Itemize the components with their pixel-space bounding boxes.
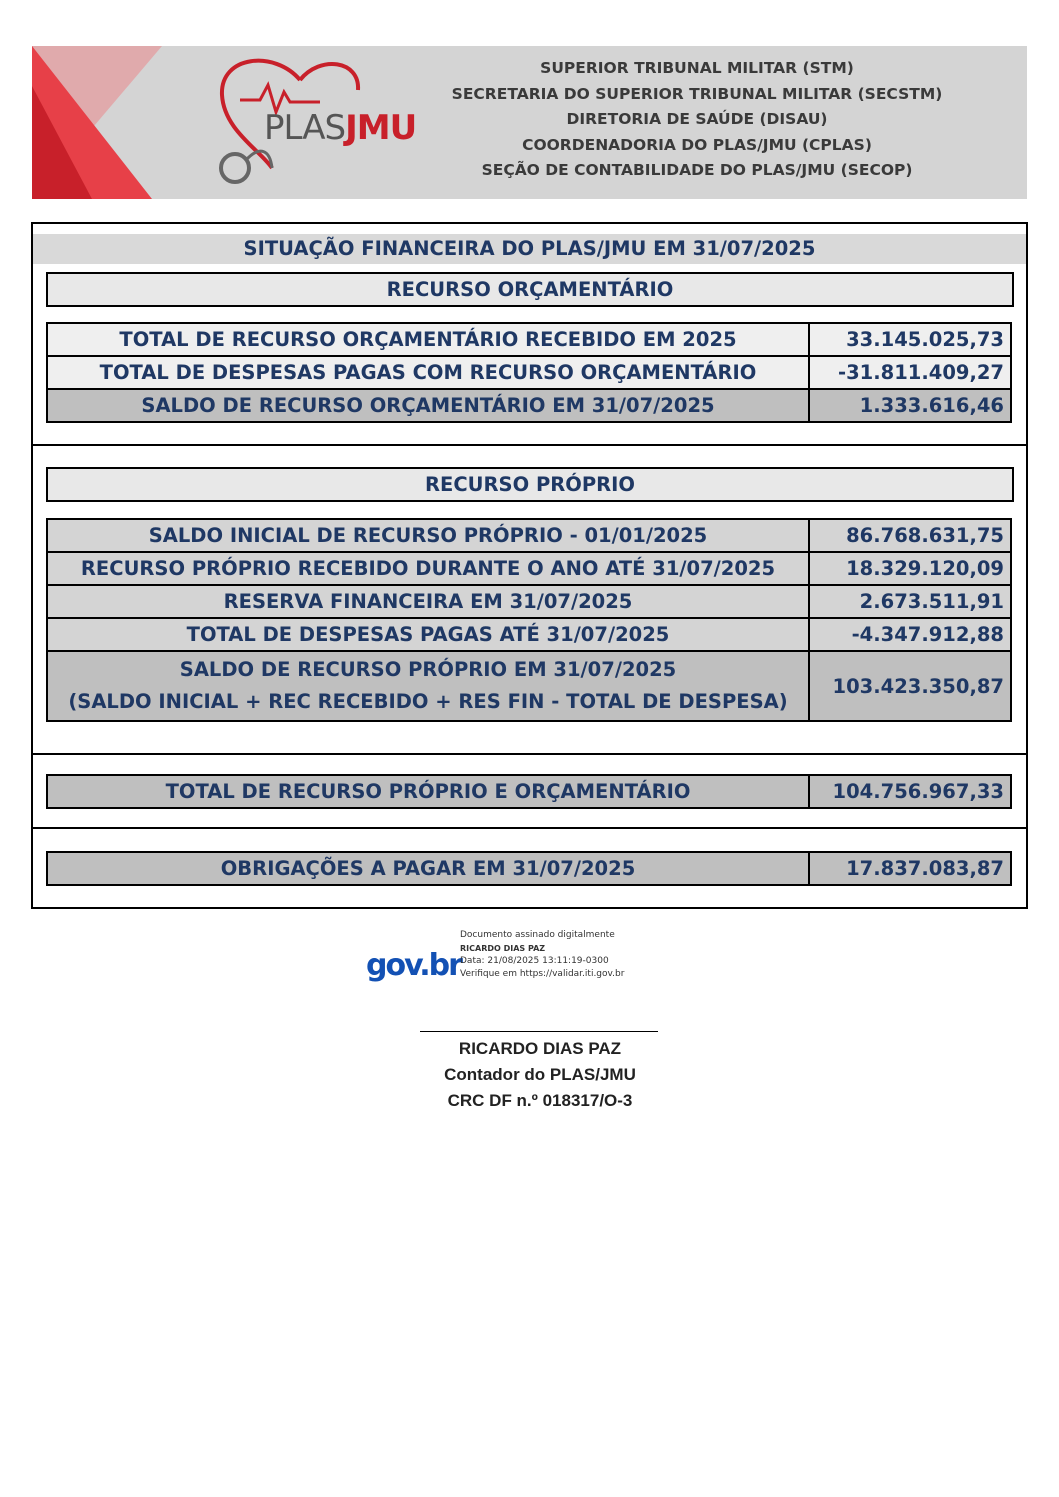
institution-block [397,56,997,184]
row-value: 1.333.616,46 [809,389,1011,422]
signatory-crc: CRC DF n.º 018317/O-3 [447,1091,633,1110]
divider [33,827,1026,829]
table-row [47,775,1011,808]
section-title-orcamentario: RECURSO ORÇAMENTÁRIO [46,272,1014,307]
institution-line: COORDENADORIA DO PLAS/JMU (CPLAS) [522,135,872,154]
table-row [47,519,1011,552]
table-row [47,552,1011,585]
institution-line: SECRETARIA DO SUPERIOR TRIBUNAL MILITAR (SECSTM) [451,84,943,103]
institution-line: SUPERIOR TRIBUNAL MILITAR (STM) [540,59,854,77]
row-value: 86.768.631,75 [809,519,1011,552]
header-banner [32,46,1027,199]
institution-line: SEÇÃO DE CONTABILIDADE DO PLAS/JMU (SECOP) [481,161,913,179]
digital-sign-date: Data: 21/08/2025 13:11:19-0300 [460,956,609,966]
logo-plas-text: PLAS [264,108,346,148]
row-value: 2.673.511,91 [809,585,1011,618]
divider [33,753,1026,755]
row-value: 104.756.967,33 [809,775,1011,808]
digital-sign-verify: Verifique em https://validar.iti.gov.br [460,969,625,979]
digital-sign-name: RICARDO DIAS PAZ [460,944,546,953]
row-label: RESERVA FINANCEIRA EM 31/07/2025 [47,585,809,618]
saldo-value: 103.423.350,87 [809,651,1011,721]
row-label: RECURSO PRÓPRIO RECEBIDO DURANTE O ANO ATÉ 31/07/2025 [47,552,809,585]
row-label: TOTAL DE DESPESAS PAGAS ATÉ 31/07/2025 [47,618,809,651]
table-row [47,618,1011,651]
row-label: OBRIGAÇÕES A PAGAR EM 31/07/2025 [47,852,809,885]
total-table [46,774,1012,809]
obrigacoes-table [46,851,1012,886]
row-label: TOTAL DE DESPESAS PAGAS COM RECURSO ORÇAMENTÁRIO [47,356,809,389]
divider [33,444,1026,446]
digital-signature-stamp [460,929,624,981]
saldo-label-line2: (SALDO INICIAL + REC RECEBIDO + RES FIN - TOTAL DE DESPESA) [68,690,788,713]
logo-jmu-text: JMU [345,108,417,148]
table-row [47,356,1011,389]
table-row [47,389,1011,422]
row-value: 18.329.120,09 [809,552,1011,585]
table-row [47,852,1011,885]
row-value: -31.811.409,27 [809,356,1011,389]
table-row [47,323,1011,356]
signatory-block [380,1036,700,1114]
digital-sign-caption: Documento assinado digitalmente [460,930,615,940]
saldo-label [47,651,809,721]
table-row [47,585,1011,618]
proprio-table [46,518,1012,722]
table-row-saldo [47,651,1011,721]
banner-decor-shape [32,86,92,199]
section-title-proprio: RECURSO PRÓPRIO [46,467,1014,502]
financial-report-frame [31,222,1028,909]
orcamentario-table [46,322,1012,423]
row-value: 33.145.025,73 [809,323,1011,356]
signature-line [420,1031,658,1032]
saldo-label-line1: SALDO DE RECURSO PRÓPRIO EM 31/07/2025 [179,658,677,681]
govbr-logo-text: gov.br [366,948,461,983]
signatory-name: RICARDO DIAS PAZ [458,1039,622,1058]
row-value: 17.837.083,87 [809,852,1011,885]
row-label: SALDO DE RECURSO ORÇAMENTÁRIO EM 31/07/2025 [47,389,809,422]
signatory-role: Contador do PLAS/JMU [444,1065,636,1084]
institution-line: DIRETORIA DE SAÚDE (DISAU) [566,110,828,128]
row-label: TOTAL DE RECURSO ORÇAMENTÁRIO RECEBIDO EM 2025 [47,323,809,356]
report-title: SITUAÇÃO FINANCEIRA DO PLAS/JMU EM 31/07/2025 [33,234,1026,264]
govbr-logo [366,948,461,983]
row-value: -4.347.912,88 [809,618,1011,651]
row-label: TOTAL DE RECURSO PRÓPRIO E ORÇAMENTÁRIO [47,775,809,808]
logo-wordmark [264,108,416,148]
row-label: SALDO INICIAL DE RECURSO PRÓPRIO - 01/01/2025 [47,519,809,552]
